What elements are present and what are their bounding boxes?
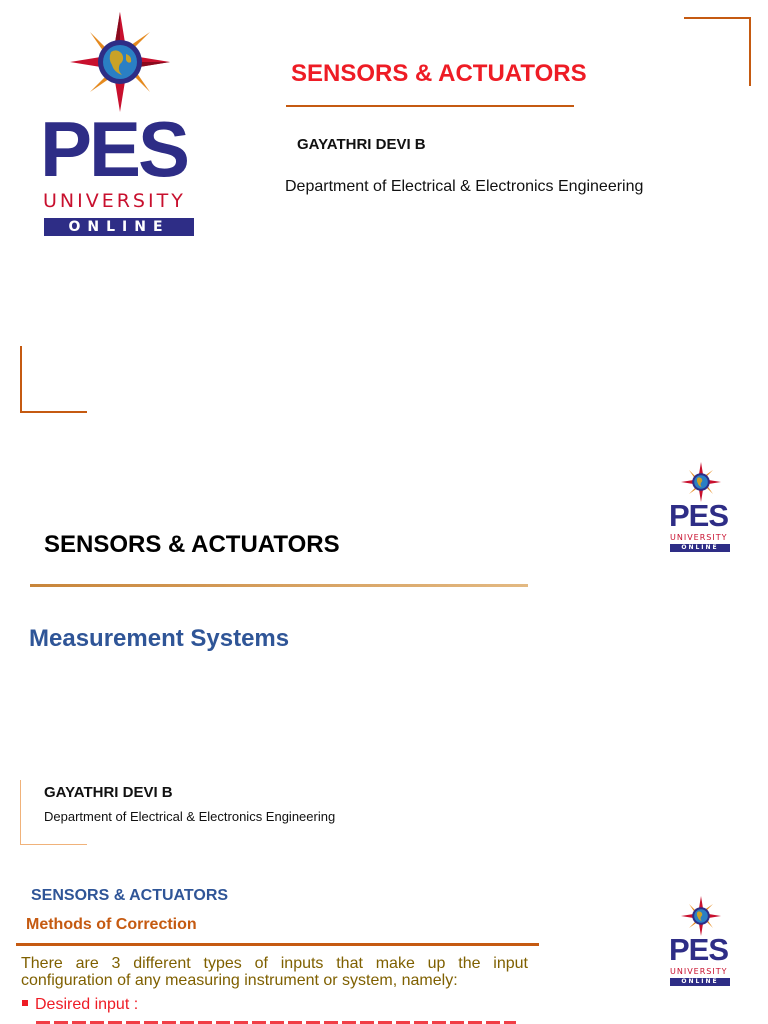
slide3-title-rule	[16, 943, 539, 946]
slide1-title: SENSORS & ACTUATORS	[291, 60, 587, 87]
pes-logo-small	[669, 462, 733, 554]
bullet-square-icon	[22, 1000, 28, 1006]
slide3-subtitle: Methods of Correction	[26, 916, 197, 933]
compass-globe-icon	[681, 896, 721, 936]
slide2-author: GAYATHRI DEVI B	[44, 784, 173, 801]
logo-online-text: ONLINE	[670, 544, 730, 552]
cut-off-text-line	[36, 1018, 516, 1024]
slide2-department: Department of Electrical & Electronics Engineering	[44, 809, 336, 824]
bullet-desired-input	[22, 996, 138, 1014]
logo-online-text: ONLINE	[44, 218, 194, 236]
compass-globe-icon	[681, 462, 721, 502]
bullet-label: Desired input :	[35, 996, 139, 1013]
corner-bracket-bottom-left	[20, 346, 87, 413]
body-line-1: There are 3 different types of inputs that make up the input	[21, 955, 528, 972]
pes-logo	[40, 12, 200, 242]
slide2-title: SENSORS & ACTUATORS	[44, 531, 340, 558]
logo-university-text: UNIVERSITY	[670, 533, 728, 542]
slide1-title-rule	[286, 105, 574, 107]
slide1-department: Department of Electrical & Electronics Engineering	[285, 178, 644, 195]
pes-logo-small	[669, 896, 733, 988]
slide3-body-text	[21, 955, 528, 989]
logo-university-text: UNIVERSITY	[670, 967, 728, 976]
logo-university-text: UNIVERSITY	[43, 190, 186, 212]
slide2-subtitle: Measurement Systems	[29, 625, 290, 652]
body-line-2: configuration of any measuring instrument or system, namely:	[21, 972, 458, 989]
corner-bracket-top-right	[684, 17, 751, 86]
compass-globe-icon	[70, 12, 170, 112]
logo-pes-text: PES	[40, 105, 188, 193]
logo-pes-text: PES	[669, 932, 729, 967]
slide3-title: SENSORS & ACTUATORS	[31, 887, 229, 904]
slide1-author: GAYATHRI DEVI B	[297, 136, 426, 153]
logo-online-text: ONLINE	[670, 978, 730, 986]
logo-pes-text: PES	[669, 498, 729, 533]
slide2-title-rule	[30, 584, 528, 587]
